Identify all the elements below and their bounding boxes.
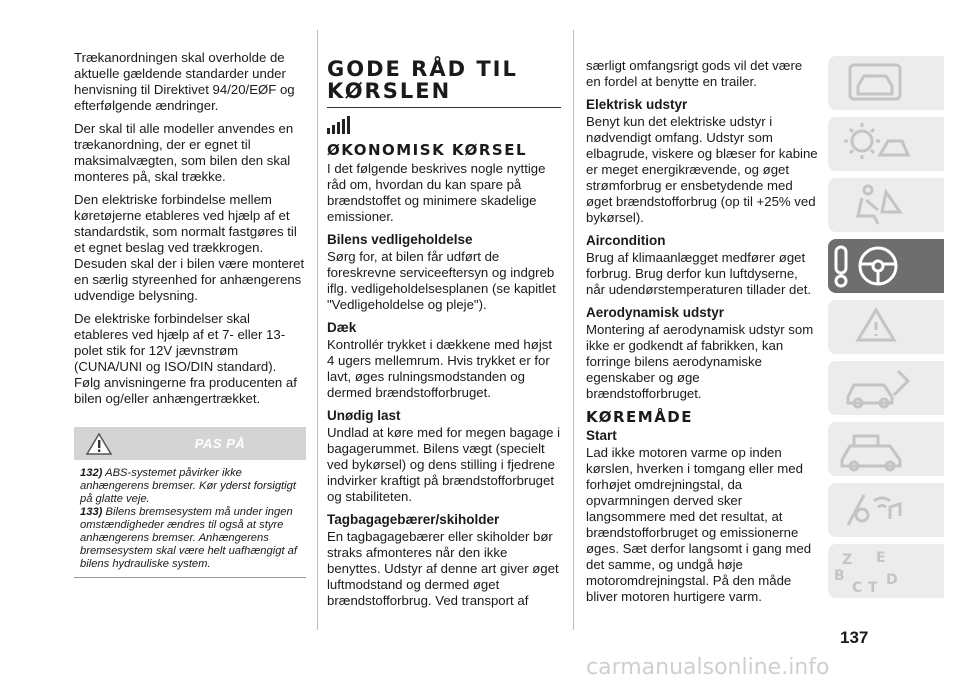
warning-text: ABS-systemet påvirker ikke anhængerens bremser. Kør yderst forsigtigt på glatte veje. [80,467,296,505]
index-letter: B [834,568,845,584]
key-steering-wheel-icon [828,239,944,293]
subsection-text: Benyt kun det elektriske udstyr i nødvendigt omfang. Udstyr som elbagrude, viskere og blæser for kabine er meget energikrævende, og øget strømforbrug er ensbetydende med øget brændstofforbrug (op til +25% ved bykørsel). [586,114,818,225]
column-1 [74,50,306,414]
warning-title: PAS PÅ [194,436,246,451]
subsection-text: Brug af klimaanlægget medfører øget forbrug. Brug derfor kun luftdyserne, når udendørstemperaturen tillader det. [586,250,812,297]
subsection-text: Sørg for, at bilen får udført de foreskrevne serviceeftersyn og indgreb iflg. vedligeholdelsesplanen (se kapitlet "Vedligeholdelse og pleje"). [327,249,556,312]
continued-text: særligt omfangsrigt gods vil det være en fordel at benytte en trailer. [586,58,803,89]
tab-maintenance[interactable] [828,422,944,476]
car-info-icon [828,56,944,110]
title-rule [327,107,561,108]
column-divider [317,30,318,630]
index-letter: C [852,580,863,596]
multimedia-icon [828,483,944,537]
subsection-heading: Unødig last [327,408,401,423]
subsection-text: Lad ikke motoren varme op inden kørslen, hverken i tomgang eller med forhøjet omdrejningstal, da opvarmningen derved sker langsommere med det resultat, at brændstofforbruget og emissionerne øges. Sæt derfor langsomt i gang med det samme, og undgå høje motoromdrejningstal. På den måde bliver motoren hurtigere varm. [586,445,812,604]
section-heading: ØKONOMISK KØRSEL [327,141,528,159]
tab-warnings[interactable] [828,300,944,354]
tab-dashboard[interactable] [828,117,944,171]
section-heading: KØREMÅDE [586,408,694,426]
subsection-text: En tagbagagebærer eller skiholder bør straks afmonteres når den ikke benyttes. Udstyr af denne art giver øget luftmodstand og dermed øget brændstofforbrug. Ved transport af [327,529,559,608]
chapter-title: GODE RÅD TIL [327,57,518,81]
warning-triangle-icon [86,433,112,455]
subsection-text: Undlad at køre med for megen bagage i bagagerummet. Bilens vægt (specielt ved bykørsel) og dens stilling i fjedrene indvirker kraftigt på brændstofforbruget og stabiliteten. [327,425,561,504]
paragraph: Trækanordningen skal overholde de aktuelle gældende standarder under henvisning til Direktivet 94/20/EØF og efterfølgende ændringer. [74,50,295,113]
paragraph: De elektriske forbindelser skal etableres ved hjælp af et 7- eller 13-polet stik for 12V jævnstrøm (CUNA/UNI og ISO/DIN standard). Følg anvisningerne fra producenten af bilen og/eller anhængertrækket. [74,311,297,406]
index-letters-icon [828,544,944,598]
warning-text: Bilens bremsesystem må under ingen omstændigheder ændres til også at styre anhængerens bremser. Anhængerens bremsesystem skal være helt uafhængigt af bilens hydrauliske system. [80,506,298,570]
warning-number: 133) [80,506,103,519]
warning-number: 132) [80,467,103,479]
tab-safety[interactable] [828,178,944,232]
index-letter: D [886,572,898,588]
warning-item [80,506,302,570]
index-letter: E [876,550,886,566]
signal-bars-icon [327,114,561,134]
subsection-heading: Start [586,428,617,443]
tab-multimedia[interactable] [828,483,944,537]
tab-emergency[interactable] [828,361,944,415]
subsection-heading: Aircondition [586,233,666,248]
warning-item [80,467,302,505]
warning-body [74,460,306,578]
subsection-heading: Tagbagagebærer/skiholder [327,512,500,527]
subsection-text: Kontrollér trykket i dækkene med højst 4 ugers mellemrum. Hvis trykket er for lavt, øges rulningsmodstanden og dermed brændstofforbruget. [327,337,553,400]
intro-text: I det følgende beskrives nogle nyttige råd om, hvordan du kan spare på brændstoffet og minimere skadelige emissioner. [327,161,546,224]
subsection-text: Montering af aerodynamisk udstyr som ikke er godkendt af fabrikken, kan forringe bilens aerodynamiske egenskaber og øge brændstofforbruget. [586,322,814,401]
chapter-title-line2: KØRSLEN [327,79,452,103]
column-2 [327,58,561,616]
tab-starting-driving[interactable] [828,239,944,293]
warning-header [74,427,306,460]
seat-safety-icon [828,178,944,232]
paragraph: Den elektriske forbindelse mellem køretøjerne etableres ved hjælp af et standardstik, som normalt fastgøres til et egnet beslag ved trækkrogen. Desuden skal der i bilen være monteret en særlig styreenhed for anhængerens udvendige belysning. [74,192,305,303]
subsection-heading: Elektrisk udstyr [586,97,688,112]
subsection-heading: Aerodynamisk udstyr [586,305,725,320]
watermark: carmanualsonline.info [586,655,830,680]
subsection-heading: Bilens vedligeholdelse [327,232,473,247]
warning-triangle-icon [828,300,944,354]
tab-vehicle[interactable] [828,56,944,110]
index-letter: Z [842,552,853,568]
technical-data-icon [828,422,944,476]
page-number: 137 [840,628,869,647]
warning-box [74,427,306,578]
tab-index[interactable] [828,544,944,598]
column-divider [573,30,574,630]
chapter-tabs [828,56,960,605]
car-maintenance-icon [828,361,944,415]
dashboard-lights-icon [828,117,944,171]
index-letter: T [868,580,878,596]
subsection-heading: Dæk [327,320,357,335]
column-3 [586,58,818,612]
paragraph: Der skal til alle modeller anvendes en trækanordning, der er egnet til maksimalvægten, som bilen den skal monteres på, skal trække. [74,121,294,184]
